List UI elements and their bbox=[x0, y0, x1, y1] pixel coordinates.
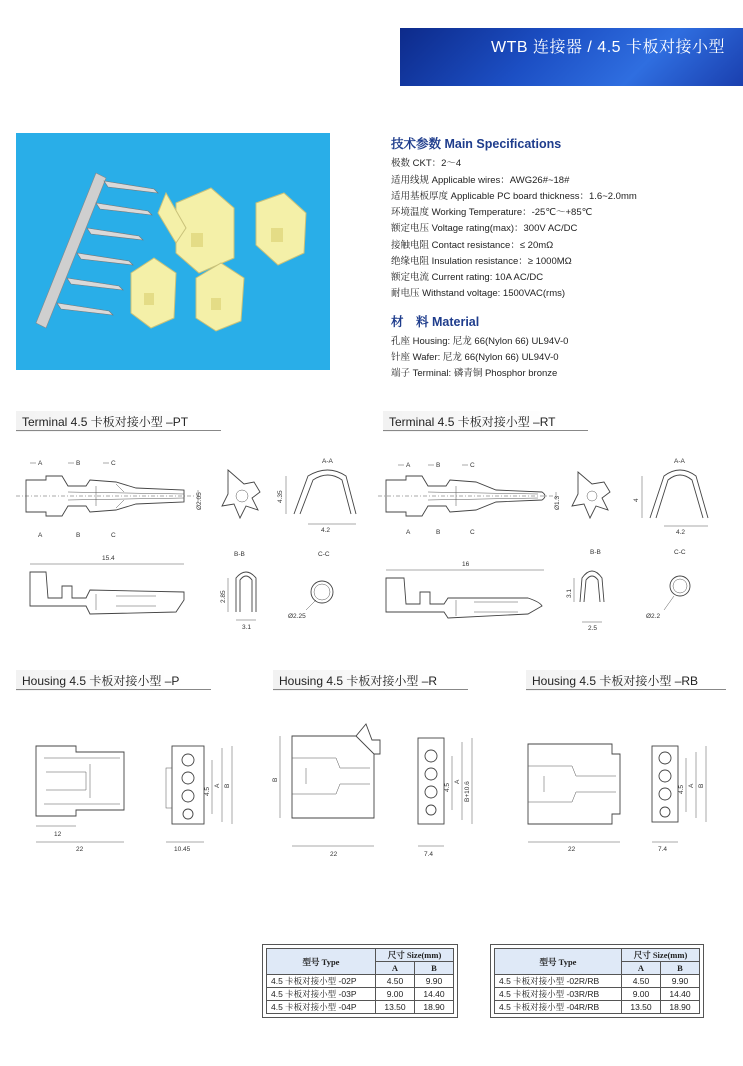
table-row bbox=[267, 1001, 454, 1014]
cell-type: 4.5 卡板对接小型 -02P bbox=[267, 975, 376, 988]
spec-line: 接触电阻 Contact resistance：≤ 20mΩ bbox=[391, 240, 554, 251]
dim-c-dia: Ø2.2 bbox=[646, 613, 661, 620]
dim-w2: 22 bbox=[76, 846, 84, 853]
dim-c: B bbox=[698, 783, 705, 788]
spec-line: 额定电压 Voltage rating(max)：300V AC/DC bbox=[391, 223, 578, 234]
table-row bbox=[267, 988, 454, 1001]
cell-type: 4.5 卡板对接小型 -04R/RB bbox=[495, 1001, 622, 1014]
dim-b-height: 3.1 bbox=[566, 588, 573, 598]
dim-b-width: 2.5 bbox=[588, 625, 598, 632]
dim-dia: Ø2.05 bbox=[196, 492, 203, 510]
dim-a: 4.5 bbox=[678, 784, 685, 794]
dim-width: 4.2 bbox=[676, 529, 686, 536]
material-title: 材 料 Material bbox=[391, 315, 480, 329]
section-marker-a: A bbox=[38, 460, 43, 467]
section-title-pt: Terminal 4.5 卡板对接小型 –PT bbox=[16, 411, 194, 432]
dim-b-width: 3.1 bbox=[242, 624, 252, 631]
dim-w3: 10.45 bbox=[174, 846, 191, 853]
label-aa: A-A bbox=[322, 458, 333, 465]
terminal-pt-drawing bbox=[16, 448, 366, 638]
table-row bbox=[495, 988, 700, 1001]
label-cc: C-C bbox=[318, 551, 330, 558]
section-underline bbox=[383, 430, 588, 431]
col-a-header: A bbox=[622, 962, 661, 975]
spec-line: 绝缘电阻 Insulation resistance：≥ 1000MΩ bbox=[391, 256, 572, 267]
col-size-header: 尺寸 Size(mm) bbox=[376, 949, 454, 962]
dim-c: B+10.6 bbox=[464, 781, 471, 802]
spec-line: 耐电压 Withstand voltage: 1500VAC(rms) bbox=[391, 288, 566, 299]
label-bb: B-B bbox=[234, 551, 245, 558]
col-a-header: A bbox=[376, 962, 415, 975]
terminal-rt-drawing bbox=[378, 448, 728, 638]
cell-a: 13.50 bbox=[622, 1001, 661, 1014]
housing-r-drawing bbox=[266, 708, 496, 868]
table-row bbox=[495, 1001, 700, 1014]
col-type-header: 型号 Type bbox=[495, 949, 622, 975]
product-photo bbox=[16, 133, 330, 370]
cell-a: 9.00 bbox=[376, 988, 415, 1001]
material-line: 孔座 Housing: 尼龙 66(Nylon 66) UL94V-0 bbox=[391, 336, 569, 347]
section-underline bbox=[273, 689, 468, 690]
housing-rb-drawing bbox=[516, 718, 736, 858]
dim-width: 4.2 bbox=[321, 527, 331, 534]
col-b-header: B bbox=[661, 962, 700, 975]
col-type-header: 型号 Type bbox=[267, 949, 376, 975]
section-title-rb: Housing 4.5 卡板对接小型 –RB bbox=[526, 670, 704, 691]
spec-line: 环境温度 Working Temperature：-25℃～+85℃ bbox=[391, 207, 593, 218]
section-marker-b: B bbox=[76, 460, 81, 467]
dim-b: B bbox=[224, 783, 231, 788]
section-marker-c: C bbox=[111, 460, 116, 467]
dim-dia: Ø1.3 bbox=[554, 495, 561, 510]
table-row bbox=[495, 975, 700, 988]
dim-d: 7.4 bbox=[658, 846, 668, 853]
label-cc: C-C bbox=[674, 549, 686, 556]
spec-line: 极数 CKT：2～4 bbox=[391, 158, 462, 169]
dim-w1: 12 bbox=[54, 831, 62, 838]
section-marker-b: B bbox=[436, 462, 441, 469]
dim-a: 4.5 bbox=[444, 782, 451, 792]
spec-line: 额定电流 Current rating: 10A AC/DC bbox=[391, 272, 544, 283]
cell-a: 4.50 bbox=[376, 975, 415, 988]
label-bb: B-B bbox=[590, 549, 601, 556]
dim-w: 22 bbox=[330, 851, 338, 858]
connector-illustration bbox=[16, 133, 330, 370]
size-table-p bbox=[262, 944, 458, 1018]
section-marker-a: A bbox=[406, 462, 411, 469]
section-marker-a: A bbox=[406, 529, 411, 536]
section-title-p: Housing 4.5 卡板对接小型 –P bbox=[16, 670, 185, 691]
page-title: WTB 连接器 / 4.5 卡板对接小型 bbox=[490, 39, 725, 56]
dim-length: 15.4 bbox=[102, 555, 115, 562]
cell-b: 9.90 bbox=[415, 975, 454, 988]
table-row bbox=[267, 975, 454, 988]
dim-a: 4.5 bbox=[204, 786, 211, 796]
specs-title: 技术参数 Main Specifications bbox=[391, 137, 562, 151]
cell-a: 9.00 bbox=[622, 988, 661, 1001]
cell-b: 14.40 bbox=[661, 988, 700, 1001]
section-underline bbox=[16, 689, 211, 690]
col-size-header: 尺寸 Size(mm) bbox=[622, 949, 700, 962]
section-underline bbox=[526, 689, 726, 690]
col-b-header: B bbox=[415, 962, 454, 975]
cell-a: 4.50 bbox=[622, 975, 661, 988]
size-table-r bbox=[490, 944, 704, 1018]
dim-c-dia: Ø2.25 bbox=[288, 613, 306, 620]
cell-type: 4.5 卡板对接小型 -02R/RB bbox=[495, 975, 622, 988]
dim-height: 4 bbox=[633, 498, 640, 502]
cell-b: 18.90 bbox=[661, 1001, 700, 1014]
label-aa: A-A bbox=[674, 458, 685, 465]
dim-height: 4.35 bbox=[277, 490, 284, 503]
cell-type: 4.5 卡板对接小型 -04P bbox=[267, 1001, 376, 1014]
cell-b: 9.90 bbox=[661, 975, 700, 988]
dim-d: 7.4 bbox=[424, 851, 434, 858]
material-line: 针座 Wafer: 尼龙 66(Nylon 66) UL94V-0 bbox=[391, 352, 559, 363]
dim-length: 16 bbox=[462, 561, 470, 568]
spec-line: 适用基板厚度 Applicable PC board thickness：1.6~2.0mm bbox=[391, 191, 637, 202]
section-title-r: Housing 4.5 卡板对接小型 –R bbox=[273, 670, 443, 691]
cell-b: 18.90 bbox=[415, 1001, 454, 1014]
section-marker-b: B bbox=[436, 529, 441, 536]
section-marker-c: C bbox=[470, 462, 475, 469]
section-marker-c: C bbox=[111, 532, 116, 539]
cell-b: 14.40 bbox=[415, 988, 454, 1001]
dim-b: A bbox=[454, 779, 461, 784]
dim-c: A bbox=[214, 783, 221, 788]
dim-w: 22 bbox=[568, 846, 576, 853]
spec-line: 适用线规 Applicable wires：AWG26#~18# bbox=[391, 175, 570, 186]
cell-type: 4.5 卡板对接小型 -03R/RB bbox=[495, 988, 622, 1001]
dim-h: B bbox=[272, 777, 279, 782]
dim-b-height: 2.85 bbox=[220, 590, 227, 603]
section-marker-c: C bbox=[470, 529, 475, 536]
section-marker-b: B bbox=[76, 532, 81, 539]
section-title-rt: Terminal 4.5 卡板对接小型 –RT bbox=[383, 411, 561, 432]
housing-p-drawing bbox=[16, 718, 256, 858]
section-marker-a: A bbox=[38, 532, 43, 539]
cell-type: 4.5 卡板对接小型 -03P bbox=[267, 988, 376, 1001]
section-underline bbox=[16, 430, 221, 431]
dim-b: A bbox=[688, 783, 695, 788]
cell-a: 13.50 bbox=[376, 1001, 415, 1014]
material-line: 端子 Terminal: 磷青铜 Phosphor bronze bbox=[391, 368, 558, 379]
